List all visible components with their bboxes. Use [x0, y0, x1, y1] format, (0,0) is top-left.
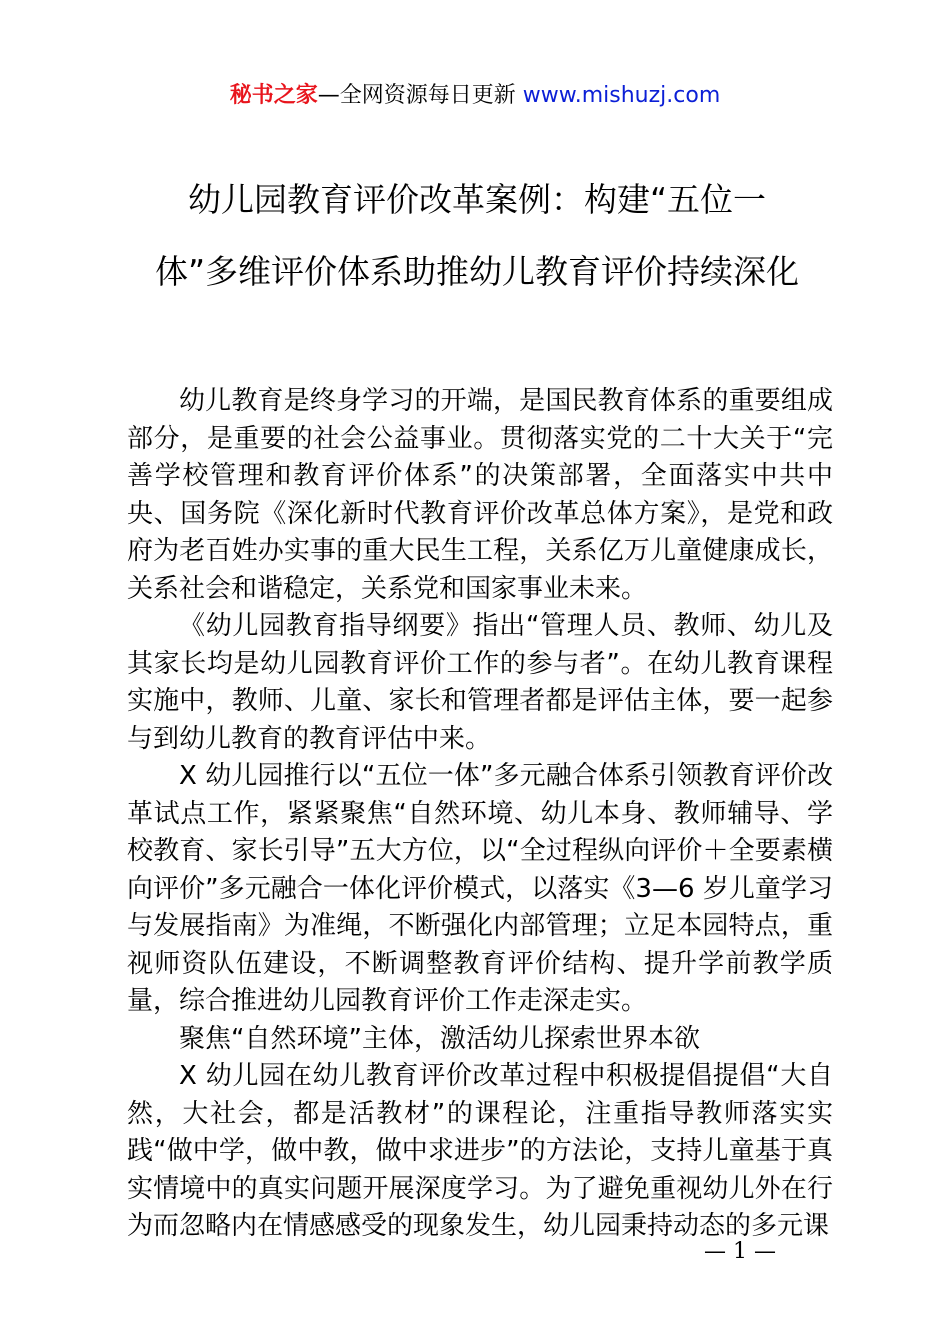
section-heading: 聚焦“自然环境”主体，激活幼儿探索世界本欲 — [179, 1023, 700, 1054]
body-paragraph-4: X 幼儿园在幼儿教育评价改革过程中积极提倡提倡“大自然，大社会，都是活教材”的课程论，注重指导教师落实实践“做中学，做中教，做中求进步”的方法论，支持儿童基于真实情境中的真实问题开展深度学习。为了避免重视幼儿外在行为而忽略内在情感感受的现象发生，幼儿园秉持动态的多元课 — [127, 1061, 833, 1241]
body-paragraph-1: 幼儿教育是终身学习的开端，是国民教育体系的重要组成部分，是重要的社会公益事业。贯彻落实党的二十大关于“完善学校管理和教育评价体系”的决策部署，全面落实中共中央、国务院《深化新时代教育评价改革总体方案》，是党和政府为老百姓办实事的重大民生工程，关系亿万儿童健康成长，关系社会和谐稳定，关系党和国家事业未来。 — [127, 386, 833, 604]
title-line-1: 幼儿园教育评价改革案例：构建“五位一 — [187, 180, 767, 219]
body-paragraph-2: 《幼儿园教育指导纲要》指出“管理人员、教师、幼儿及其家长均是幼儿园教育评价工作的参与者”。在幼儿教育课程实施中，教师、儿童、家长和管理者都是评估主体，要一起参与到幼儿教育的教育评估中来。 — [127, 611, 833, 754]
page-number: — 1 — — [704, 1239, 776, 1264]
title-line-2: 体”多维评价体系助推幼儿教育评价持续深化 — [154, 252, 800, 291]
page-header — [0, 80, 950, 112]
document-body — [127, 383, 833, 1246]
header-brand: 秘书之家 — [229, 83, 318, 108]
body-paragraph-3: X 幼儿园推行以“五位一体”多元融合体系引领教育评价改革试点工作，紧紧聚焦“自然环境、幼儿本身、教师辅导、学校教育、家长引导”五大方位，以“全过程纵向评价＋全要素横向评价”多元融合一体化评价模式，以落实《3—6 岁儿童学习与发展指南》为准绳，不断强化内部管理；立足本园特点，重视师资队伍建设，不断调整教育评价结构、提升学前教学质量，综合推进幼儿园教育评价工作走深走实。 — [127, 761, 833, 1016]
header-tagline: —全网资源每日更新 — [317, 83, 523, 108]
document-title — [112, 164, 842, 308]
header-url-link[interactable]: www.mishuzj.com — [522, 83, 721, 108]
